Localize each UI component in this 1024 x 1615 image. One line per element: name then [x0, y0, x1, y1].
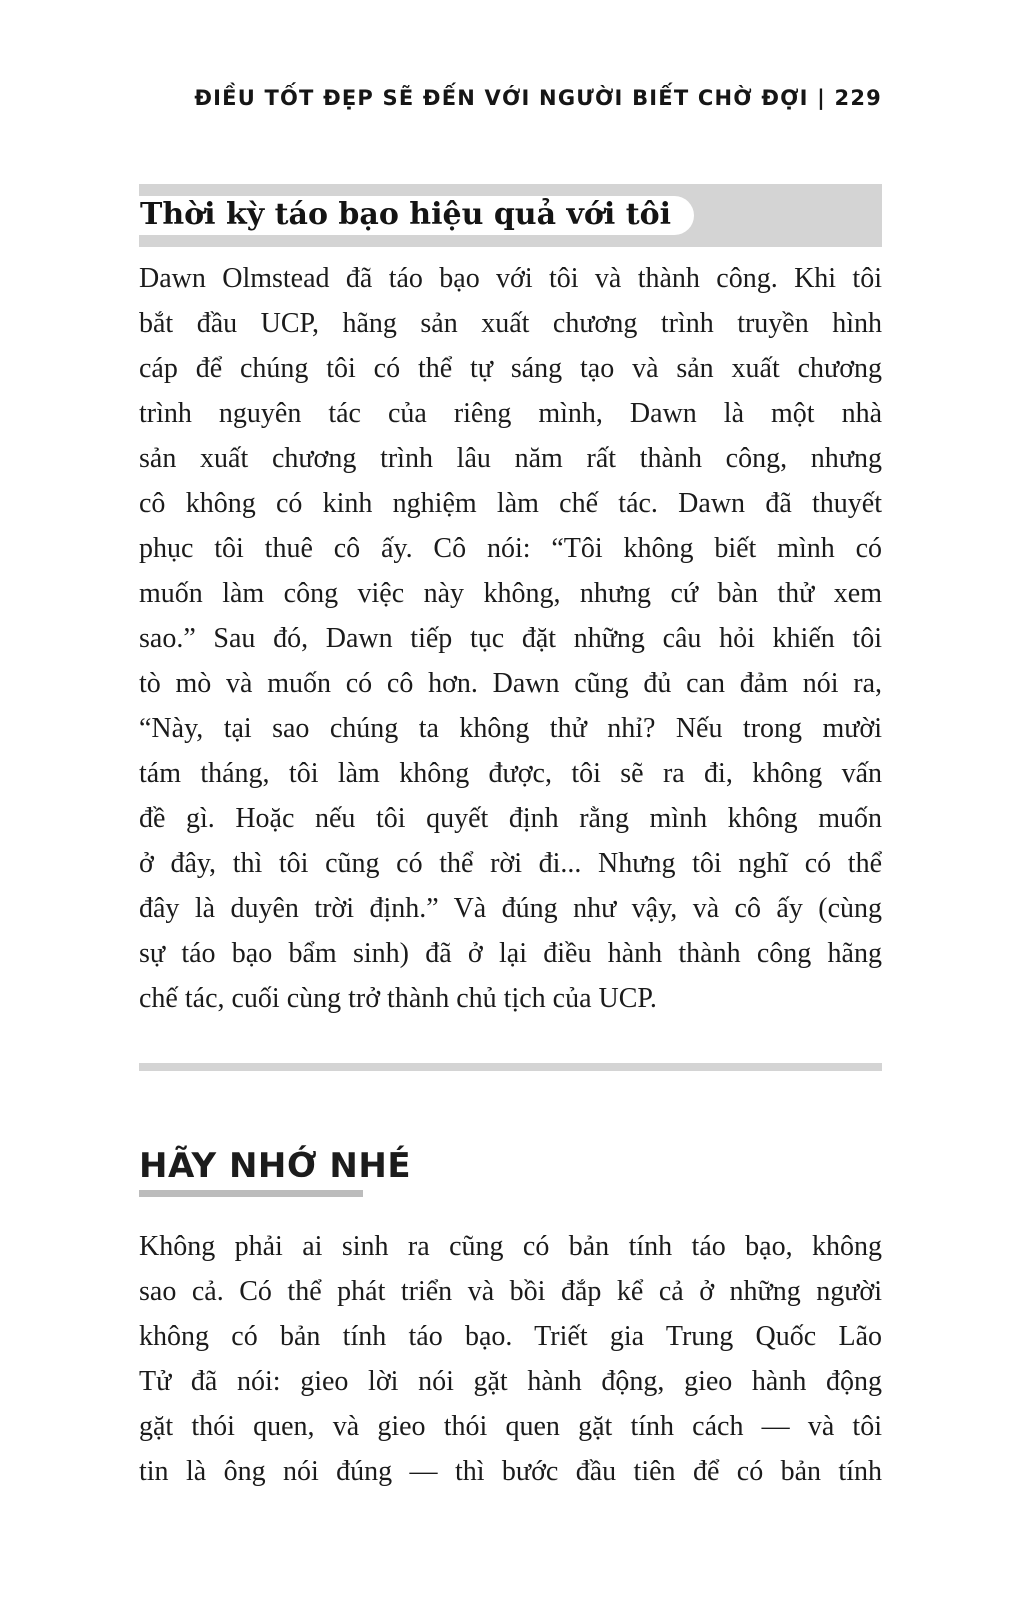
paragraph-line: sao.” Sau đó, Dawn tiếp tục đặt những câu hỏi khiến tôi [139, 623, 882, 654]
running-header: ĐIỀU TỐT ĐẸP SẼ ĐẾN VỚI NGƯỜI BIẾT CHỜ ĐỢI | 229 [194, 86, 882, 110]
paragraph-line: phục tôi thuê cô ấy. Cô nói: “Tôi không biết mình có [139, 533, 882, 564]
paragraph-line: “Này, tại sao chúng ta không thử nhỉ? Nếu trong mười [139, 713, 882, 744]
paragraph-line: đây là duyên trời định.” Và đúng như vậy, và cô ấy (cùng [139, 893, 882, 924]
section-divider-bar [139, 1063, 882, 1071]
paragraph-line: ở đây, thì tôi cũng có thể rời đi... Nhưng tôi nghĩ có thể [139, 848, 882, 879]
paragraph-line: bắt đầu UCP, hãng sản xuất chương trình truyền hình [139, 308, 882, 339]
section-heading: Thời kỳ táo bạo hiệu quả với tôi [140, 196, 672, 232]
reminder-heading: HÃY NHỚ NHÉ [139, 1146, 412, 1186]
paragraph-reminder [139, 1224, 882, 1494]
paragraph-line: sao cả. Có thể phát triển và bồi đắp kể cả ở những người [139, 1276, 882, 1307]
paragraph-line: đề gì. Hoặc nếu tôi quyết định rằng mình không muốn [139, 803, 882, 834]
paragraph-line: tò mò và muốn có cô hơn. Dawn cũng đủ can đảm nói ra, [139, 668, 882, 699]
paragraph-line: tám tháng, tôi làm không được, tôi sẽ ra đi, không vấn [139, 758, 882, 789]
reminder-heading-underline [139, 1190, 363, 1197]
paragraph-line: Không phải ai sinh ra cũng có bản tính táo bạo, không [139, 1231, 882, 1262]
paragraph-line: tin là ông nói đúng — thì bước đầu tiên để có bản tính [139, 1456, 882, 1487]
paragraph-line: Tử đã nói: gieo lời nói gặt hành động, gieo hành động [139, 1366, 882, 1397]
section-heading-pill [139, 196, 694, 235]
section-heading-band [139, 184, 882, 247]
paragraph-line: cáp để chúng tôi có thể tự sáng tạo và sản xuất chương [139, 353, 882, 384]
paragraph-line: gặt thói quen, và gieo thói quen gặt tính cách — và tôi [139, 1411, 882, 1442]
page-content [139, 0, 882, 1615]
paragraph-line: Dawn Olmstead đã táo bạo với tôi và thành công. Khi tôi [139, 263, 882, 294]
paragraph-dawn-olmstead [139, 256, 882, 1021]
paragraph-line: sự táo bạo bẩm sinh) đã ở lại điều hành thành công hãng [139, 938, 882, 969]
paragraph-line: chế tác, cuối cùng trở thành chủ tịch của UCP. [139, 983, 657, 1014]
paragraph-line: cô không có kinh nghiệm làm chế tác. Dawn đã thuyết [139, 488, 882, 519]
paragraph-line: muốn làm công việc này không, nhưng cứ bàn thử xem [139, 578, 882, 609]
paragraph-line: sản xuất chương trình lâu năm rất thành công, nhưng [139, 443, 882, 474]
paragraph-line: không có bản tính táo bạo. Triết gia Trung Quốc Lão [139, 1321, 882, 1352]
paragraph-line: trình nguyên tác của riêng mình, Dawn là một nhà [139, 398, 882, 429]
